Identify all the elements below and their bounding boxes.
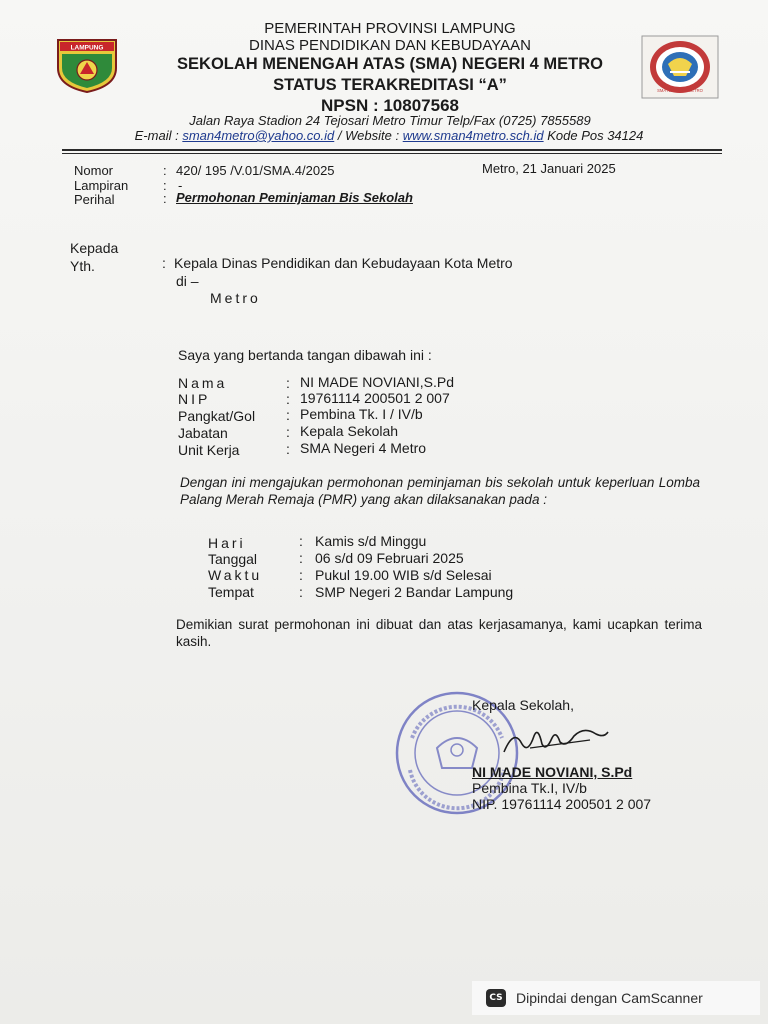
- field-value-nip: 19761114 200501 2 007: [300, 390, 450, 406]
- field-label-unit: Unit Kerja: [178, 442, 240, 458]
- website-label: / Website :: [337, 128, 400, 143]
- letterhead-address: Jalan Raya Stadion 24 Tejosari Metro Timur Telp/Fax (0725) 7855589: [189, 113, 591, 128]
- field-value-jabatan: Kepala Sekolah: [300, 423, 399, 439]
- nomor-value: 420/ 195 /V.01/SMA.4/2025: [176, 163, 335, 178]
- event-label-hari: Hari: [208, 535, 246, 551]
- event-value-tanggal: 06 s/d 09 Februari 2025: [315, 550, 464, 566]
- yth-label: Yth.: [70, 258, 95, 274]
- lampung-emblem-icon: [52, 34, 122, 94]
- letterhead-contact: [84, 128, 694, 143]
- event-colon: :: [299, 584, 303, 600]
- event-value-hari: Kamis s/d Minggu: [315, 533, 427, 549]
- nomor-colon: :: [163, 163, 167, 178]
- nomor-label: Nomor: [74, 163, 114, 178]
- camscanner-text: Dipindai dengan CamScanner: [516, 990, 703, 1006]
- field-label-jabatan: Jabatan: [178, 425, 228, 441]
- event-label-waktu: Waktu: [208, 567, 263, 583]
- camscanner-logo-icon: CS: [486, 989, 506, 1007]
- letterhead-school-name: SEKOLAH MENENGAH ATAS (SMA) NEGERI 4 METRO: [177, 55, 603, 73]
- recipient-colon: :: [162, 255, 166, 271]
- perihal-label: Perihal: [74, 192, 115, 207]
- field-label-pangkat: Pangkat/Gol: [178, 408, 256, 424]
- recipient-di: di –: [176, 273, 199, 289]
- event-value-tempat: SMP Negeri 2 Bandar Lampung: [315, 584, 514, 600]
- event-label-tanggal: Tanggal: [208, 551, 258, 567]
- signature-title: Kepala Sekolah,: [472, 697, 574, 713]
- event-colon: :: [299, 533, 303, 549]
- website-link[interactable]: www.sman4metro.sch.id: [402, 128, 544, 143]
- event-colon: :: [299, 550, 303, 566]
- email-label: E-mail :: [134, 128, 179, 143]
- field-value-pangkat: Pembina Tk. I / IV/b: [300, 406, 423, 422]
- recipient-name: Kepala Dinas Pendidikan dan Kebudayaan Kota Metro: [174, 255, 513, 271]
- field-colon: :: [286, 407, 290, 423]
- camscanner-watermark: [472, 981, 760, 1015]
- field-colon: :: [286, 424, 290, 440]
- letterhead-divider: [62, 149, 722, 151]
- letterhead-government: PEMERINTAH PROVINSI LAMPUNG: [264, 20, 516, 37]
- field-value-nama: NI MADE NOVIANI,S.Pd: [300, 374, 455, 390]
- school-emblem-icon: [640, 34, 720, 100]
- signature-nip: NIP. 19761114 200501 2 007: [472, 796, 652, 812]
- perihal-value: Permohonan Peminjaman Bis Sekolah: [176, 190, 413, 205]
- recipient-city: Metro: [210, 290, 261, 306]
- lampiran-colon: :: [163, 178, 167, 193]
- signature-rank: Pembina Tk.I, IV/b: [472, 780, 587, 796]
- field-colon: :: [286, 375, 290, 391]
- intro-text: Saya yang bertanda tangan dibawah ini :: [178, 347, 432, 363]
- event-colon: :: [299, 567, 303, 583]
- signature-name: NI MADE NOVIANI, S.Pd: [472, 764, 633, 780]
- kepada-label: Kepada: [70, 240, 119, 256]
- field-colon: :: [286, 391, 290, 407]
- handwritten-signature-icon: [500, 718, 610, 760]
- perihal-colon: :: [163, 191, 167, 206]
- letterhead-divider-thin: [62, 153, 722, 154]
- request-paragraph: Dengan ini mengajukan permohonan peminjaman bis sekolah untuk keperluan Lomba Palang Merah Remaja (PMR) yang akan dilaksanakan pada :: [180, 475, 700, 507]
- letterhead-npsn: NPSN : 10807568: [321, 96, 459, 115]
- lampiran-label: Lampiran: [74, 178, 129, 193]
- email-link[interactable]: sman4metro@yahoo.co.id: [182, 128, 335, 143]
- field-label-nip: NIP: [178, 391, 211, 407]
- letter-date: Metro, 21 Januari 2025: [482, 161, 616, 176]
- postcode: Kode Pos 34124: [547, 128, 644, 143]
- lampiran-value: -: [178, 178, 183, 193]
- letterhead-accreditation: STATUS TERAKREDITASI “A”: [273, 76, 507, 94]
- svg-text:SMA NEGERI 4 METRO: SMA NEGERI 4 METRO: [657, 88, 703, 93]
- letterhead-department: DINAS PENDIDIKAN DAN KEBUDAYAAN: [248, 37, 531, 54]
- closing-paragraph: Demikian surat permohonan ini dibuat dan atas kerjasamanya, kami ucapkan terima kasih.: [176, 617, 702, 649]
- event-label-tempat: Tempat: [208, 584, 254, 600]
- field-colon: :: [286, 441, 290, 457]
- field-value-unit: SMA Negeri 4 Metro: [300, 440, 427, 456]
- event-value-waktu: Pukul 19.00 WIB s/d Selesai: [315, 567, 492, 583]
- svg-text:LAMPUNG: LAMPUNG: [70, 44, 104, 52]
- field-label-nama: Nama: [178, 375, 228, 391]
